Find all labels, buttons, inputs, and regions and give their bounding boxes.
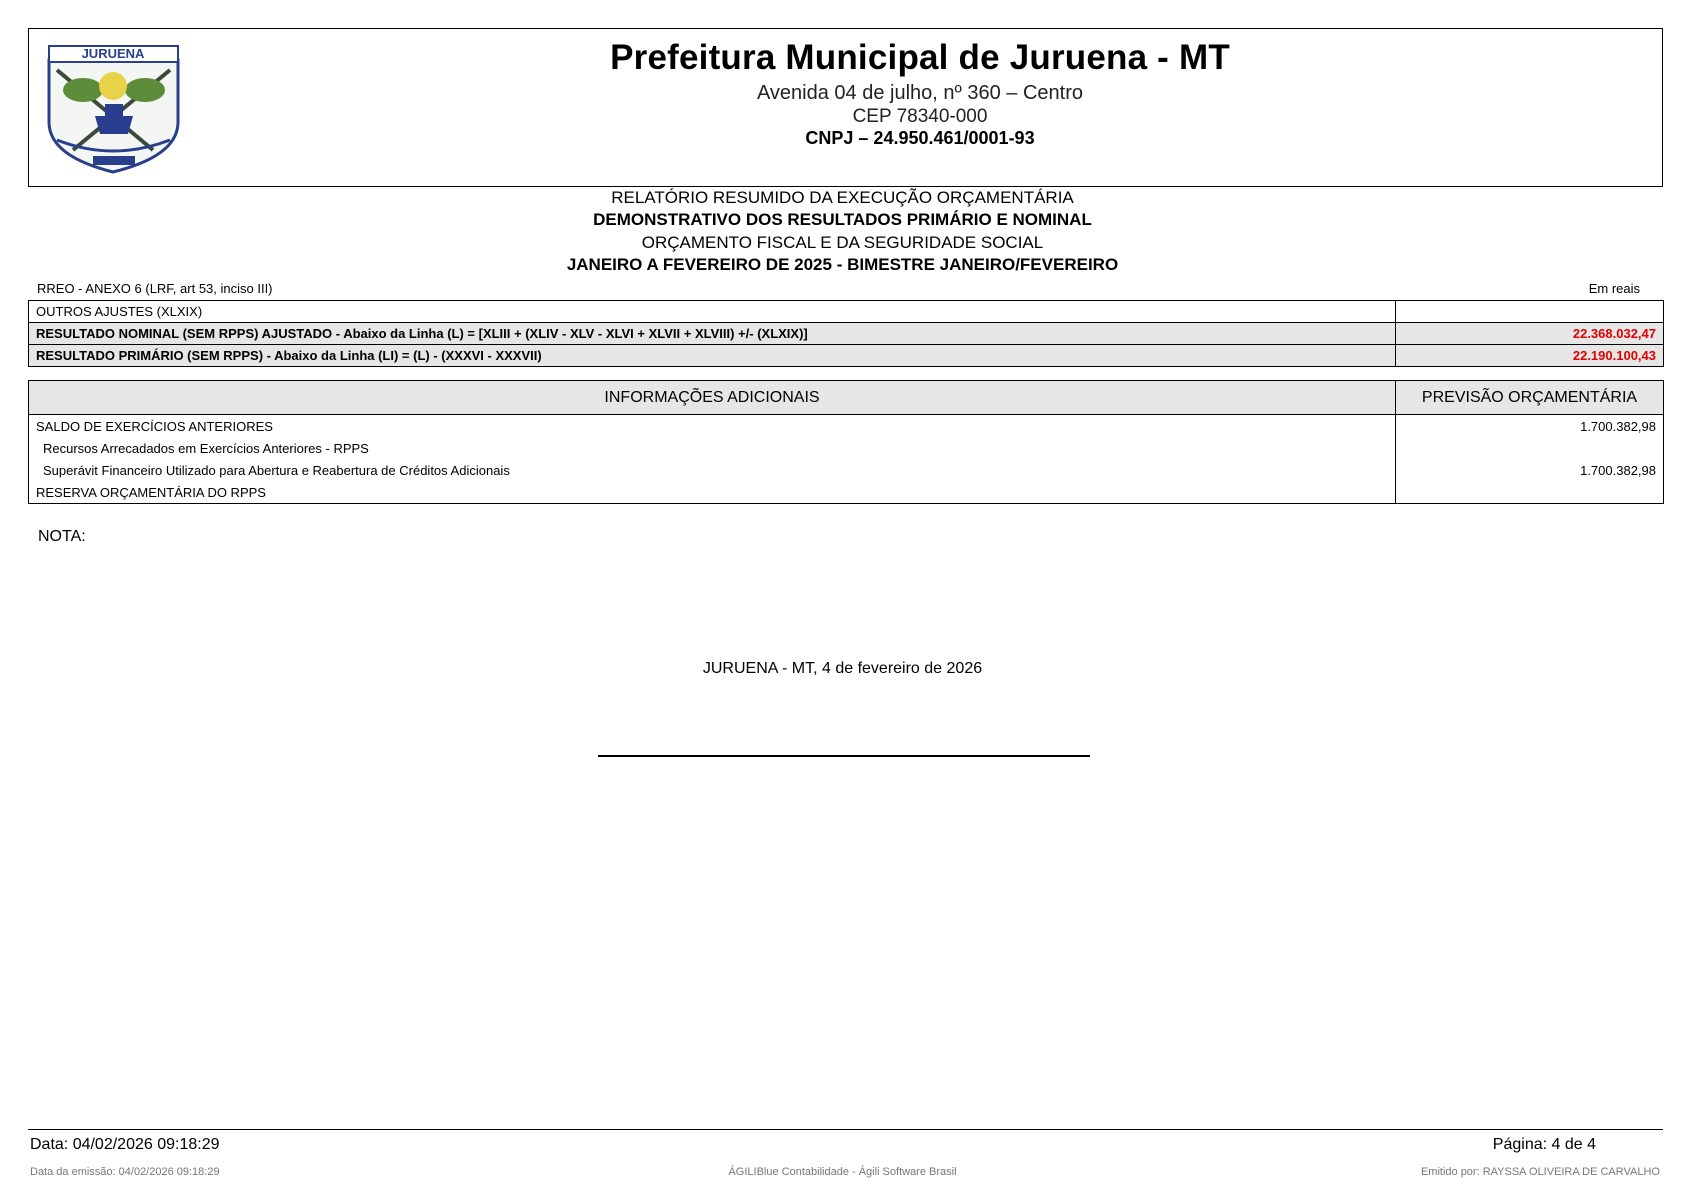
note-label: NOTA: bbox=[38, 528, 86, 545]
table-row bbox=[29, 415, 1664, 438]
place-and-date: JURUENA - MT, 4 de fevereiro de 2026 bbox=[702, 660, 983, 677]
table-row bbox=[29, 459, 1664, 481]
signature-line bbox=[598, 755, 1090, 757]
row-label: RESULTADO NOMINAL (SEM RPPS) AJUSTADO - Abaixo da Linha (L) = [XLIII + (XLIV - XLV - XLVI + XLVII + XLVIII) +/- (XLXIX)] bbox=[29, 323, 1396, 345]
row-label: Recursos Arrecadados em Exercícios Anteriores - RPPS bbox=[43, 440, 369, 456]
svg-text:JURUENA: JURUENA bbox=[81, 46, 145, 61]
table-row bbox=[29, 437, 1664, 459]
page-number: Página: 4 de 4 bbox=[1492, 1136, 1596, 1153]
additional-info-table bbox=[28, 380, 1664, 504]
report-unit: Em reais bbox=[1588, 281, 1640, 296]
row-label: OUTROS AJUSTES (XLXIX) bbox=[29, 301, 1396, 323]
row-label: RESULTADO PRIMÁRIO (SEM RPPS) - Abaixo da Linha (LI) = (L) - (XXXVI - XXXVII) bbox=[29, 345, 1396, 367]
table-row bbox=[29, 301, 1664, 323]
row-label: SALDO DE EXERCÍCIOS ANTERIORES bbox=[36, 418, 273, 434]
column-header: PREVISÃO ORÇAMENTÁRIA bbox=[1396, 381, 1664, 415]
header-address: Avenida 04 de julho, nº 360 – Centro bbox=[756, 82, 1084, 104]
footer-software: ÁGILIBlue Contabilidade - Ágili Software Brasil bbox=[728, 1166, 957, 1178]
footer-divider bbox=[28, 1129, 1663, 1130]
report-annex: RREO - ANEXO 6 (LRF, art 53, inciso III) bbox=[37, 281, 273, 296]
municipal-coat-of-arms-logo bbox=[43, 44, 184, 176]
table-header-row bbox=[29, 381, 1664, 415]
header-cep: CEP 78340-000 bbox=[852, 106, 988, 127]
report-period: JANEIRO A FEVEREIRO DE 2025 - BIMESTRE JANEIRO/FEVEREIRO bbox=[566, 255, 1119, 274]
footer-date: Data: 04/02/2026 09:18:29 bbox=[30, 1136, 220, 1153]
row-value: 1.700.382,98 bbox=[1396, 415, 1664, 438]
table-row bbox=[29, 481, 1664, 504]
report-title-line-1: RELATÓRIO RESUMIDO DA EXECUÇÃO ORÇAMENTÁRIA bbox=[611, 188, 1074, 207]
row-value bbox=[1396, 301, 1664, 323]
footer-emission-date: Data da emissão: 04/02/2026 09:18:29 bbox=[30, 1166, 220, 1178]
column-header: INFORMAÇÕES ADICIONAIS bbox=[29, 381, 1396, 415]
row-label: RESERVA ORÇAMENTÁRIA DO RPPS bbox=[36, 484, 266, 500]
table-row bbox=[29, 345, 1664, 367]
footer-issuer: Emitido por: RAYSSA OLIVEIRA DE CARVALHO bbox=[1420, 1166, 1660, 1178]
row-value bbox=[1396, 437, 1664, 459]
table-row bbox=[29, 323, 1664, 345]
page-title: Prefeitura Municipal de Juruena - MT bbox=[610, 38, 1230, 77]
row-value: 22.190.100,43 bbox=[1396, 345, 1664, 367]
header-cnpj: CNPJ – 24.950.461/0001-93 bbox=[805, 128, 1035, 148]
row-value bbox=[1396, 481, 1664, 504]
results-table bbox=[28, 300, 1664, 367]
row-value: 1.700.382,98 bbox=[1396, 459, 1664, 481]
row-label: Superávit Financeiro Utilizado para Abertura e Reabertura de Créditos Adicionais bbox=[43, 462, 510, 478]
row-value: 22.368.032,47 bbox=[1396, 323, 1664, 345]
report-title-line-3: ORÇAMENTO FISCAL E DA SEGURIDADE SOCIAL bbox=[641, 233, 1044, 252]
report-title-line-2: DEMONSTRATIVO DOS RESULTADOS PRIMÁRIO E NOMINAL bbox=[593, 210, 1092, 229]
